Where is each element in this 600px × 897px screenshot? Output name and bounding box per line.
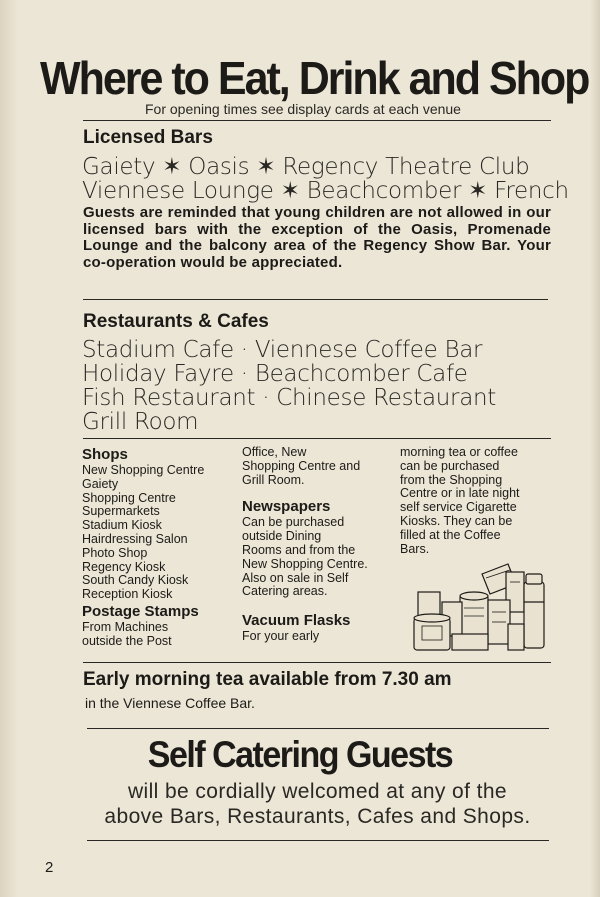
licensed-bars-heading: Licensed Bars (83, 127, 213, 148)
shop-item: New Shopping Centre (82, 463, 205, 477)
licensed-bars-notice: Guests are reminded that young children are not allowed in our licensed bars with the exception of the Oasis, Promenade Lounge and the balcony area of the Regency Show Bar. Your co-operation would be appreciated. (83, 204, 551, 271)
newspapers-line: New Shopping Centre. (242, 556, 368, 571)
self-catering-heading: Self Catering Guests (147, 734, 453, 776)
restaurants-line-3: Fish Restaurant · Chinese Restaurant (82, 385, 496, 411)
page-title: Where to Eat, Drink and Shop (40, 53, 589, 105)
middle-column (242, 446, 397, 644)
tin-lid-shape (460, 592, 488, 600)
box-shape (452, 634, 488, 650)
vacuum-flasks-line: For your early (242, 629, 320, 644)
newspapers-line: Also on sale in Self (242, 570, 349, 585)
postage-line: From Machines (82, 619, 169, 634)
self-catering-line-2: above Bars, Restaurants, Cafes and Shops. (104, 805, 531, 828)
shop-item: Reception Kiosk (82, 587, 173, 602)
shop-item: Shopping Centre (82, 490, 176, 505)
divider (83, 662, 551, 663)
postage-continued-line: Shopping Centre and (242, 458, 361, 473)
vacuum-continued-line: filled at the Coffee (400, 527, 501, 542)
newspapers-line: Can be purchased (242, 515, 345, 530)
shop-item: Hairdressing Salon (82, 531, 188, 546)
postage-heading: Postage Stamps (82, 602, 199, 620)
shop-item: Supermarkets (82, 504, 160, 519)
page-subtitle: For opening times see display cards at each venue (145, 101, 461, 117)
vacuum-continued-line: Kiosks. They can be (400, 513, 513, 528)
postage-line: outside the Post (82, 633, 172, 648)
newspapers-line: Rooms and from the (242, 542, 356, 557)
newspapers-line: Catering areas. (242, 584, 328, 599)
vacuum-continued-line: Centre or in late night (400, 486, 520, 501)
shop-item: Gaiety (82, 476, 119, 491)
page-number: 2 (45, 859, 54, 876)
vacuum-continued-line: morning tea or coffee (400, 445, 518, 459)
postage-continued-line: Grill Room. (242, 472, 305, 487)
tin-lid-shape (414, 614, 450, 622)
restaurants-line-4: Grill Room (82, 409, 199, 435)
restaurants-heading: Restaurants & Cafes (83, 311, 269, 332)
vacuum-continued-line: can be purchased (400, 458, 500, 473)
vacuum-flask-shape (524, 582, 544, 648)
self-catering-line-1: will be cordially welcomed at any of the (127, 780, 507, 803)
shop-item: Photo Shop (82, 545, 148, 560)
tea-tin-shape (414, 618, 450, 650)
restaurants-line-1: Stadium Cafe · Viennese Coffee Bar (82, 337, 483, 363)
restaurants-line-2: Holiday Fayre · Beachcomber Cafe (82, 361, 468, 387)
box-shape (508, 624, 524, 650)
early-tea-heading: Early morning tea available from 7.30 am (83, 669, 452, 690)
early-tea-location: in the Viennese Coffee Bar. (85, 695, 255, 711)
divider (83, 438, 551, 439)
flask-cap-shape (526, 574, 542, 584)
shops-column (82, 446, 232, 649)
postage-continued-line: Office, New (242, 445, 307, 459)
divider (83, 299, 548, 300)
shop-goods-illustration (412, 562, 552, 656)
shop-item: South Candy Kiosk (82, 573, 189, 588)
shop-item: Stadium Kiosk (82, 518, 162, 533)
divider (83, 120, 551, 121)
vacuum-flasks-heading: Vacuum Flasks (242, 612, 351, 630)
shop-item: Regency Kiosk (82, 559, 166, 574)
licensed-bars-line-1: Gaiety ✶ Oasis ✶ Regency Theatre Club (82, 154, 530, 180)
newspapers-line: outside Dining (242, 529, 322, 544)
divider (87, 840, 549, 841)
right-column (400, 446, 550, 556)
vacuum-continued-line: from the Shopping (400, 472, 503, 487)
shops-heading: Shops (82, 446, 128, 463)
vacuum-continued-line: Bars. (400, 541, 430, 556)
vacuum-continued-line: self service Cigarette (400, 500, 517, 515)
newspapers-heading: Newspapers (242, 498, 331, 516)
licensed-bars-line-2: Viennese Lounge ✶ Beachcomber ✶ French (82, 178, 569, 204)
divider (87, 728, 549, 729)
